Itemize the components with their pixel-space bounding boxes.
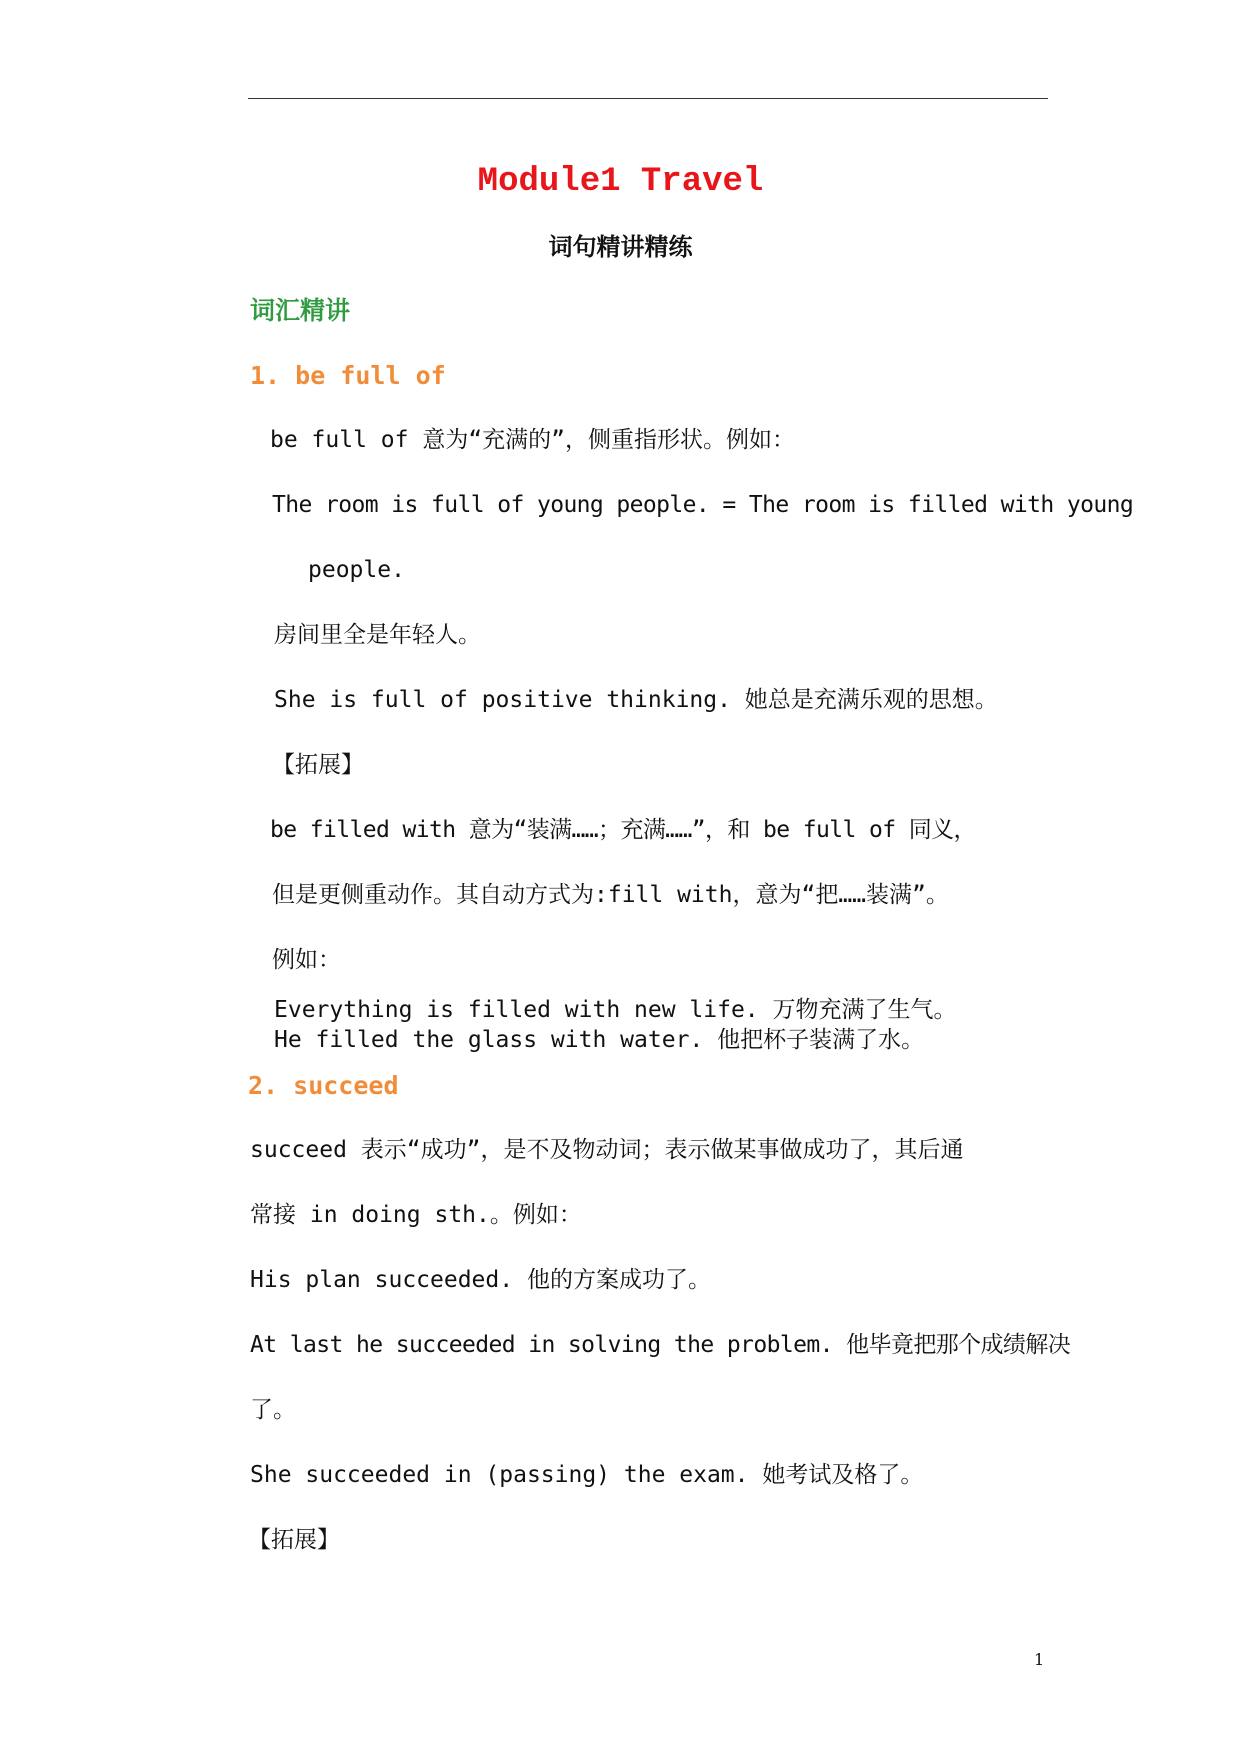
item1-example2: She is full of positive thinking. 她总是充满乐观的思想。 <box>274 687 998 713</box>
section-heading: 词汇精讲 <box>250 296 351 325</box>
item1-expand-label: 【拓展】 <box>272 752 364 778</box>
item1-example1-line2: people. <box>308 557 405 583</box>
item1-example3: Everything is filled with new life. 万物充满了生气。 <box>274 997 957 1023</box>
item2-example3: She succeeded in (passing) the exam. 她考试及格了。 <box>250 1462 924 1488</box>
item1-expand-line2: 但是更侧重动作。其自动方式为:fill with，意为“把……装满”。 <box>272 882 949 908</box>
item1-example1-translation: 房间里全是年轻人。 <box>274 622 481 648</box>
page-subtitle: 词句精讲精练 <box>548 233 693 261</box>
item2-example1: His plan succeeded. 他的方案成功了。 <box>250 1267 711 1293</box>
item1-definition: be full of 意为“充满的”，侧重指形状。例如： <box>270 427 796 453</box>
item1-expand-line1: be filled with 意为“装满……；充满……”，和 be full of 同义， <box>270 817 976 843</box>
item2-definition-line2: 常接 in doing sth.。例如： <box>250 1202 582 1228</box>
item2-heading: 2. succeed <box>248 1071 399 1100</box>
page-number: 1 <box>1034 1650 1045 1669</box>
item1-example4: He filled the glass with water. 他把杯子装满了水。 <box>274 1027 925 1053</box>
item2-example2-line2: 了。 <box>250 1397 296 1423</box>
header-rule <box>248 98 1048 99</box>
item2-example2-line1: At last he succeeded in solving the problem. 他毕竟把那个成绩解决 <box>250 1332 1071 1358</box>
item2-expand-label: 【拓展】 <box>248 1527 340 1553</box>
page-title: Module1 Travel <box>477 163 764 201</box>
item1-example1-line1: The room is full of young people. = The room is filled with young <box>272 492 1134 518</box>
item2-definition-line1: succeed 表示“成功”，是不及物动词；表示做某事做成功了，其后通 <box>250 1137 964 1163</box>
item1-heading: 1. be full of <box>250 361 446 390</box>
item1-expand-line3: 例如： <box>272 947 341 973</box>
